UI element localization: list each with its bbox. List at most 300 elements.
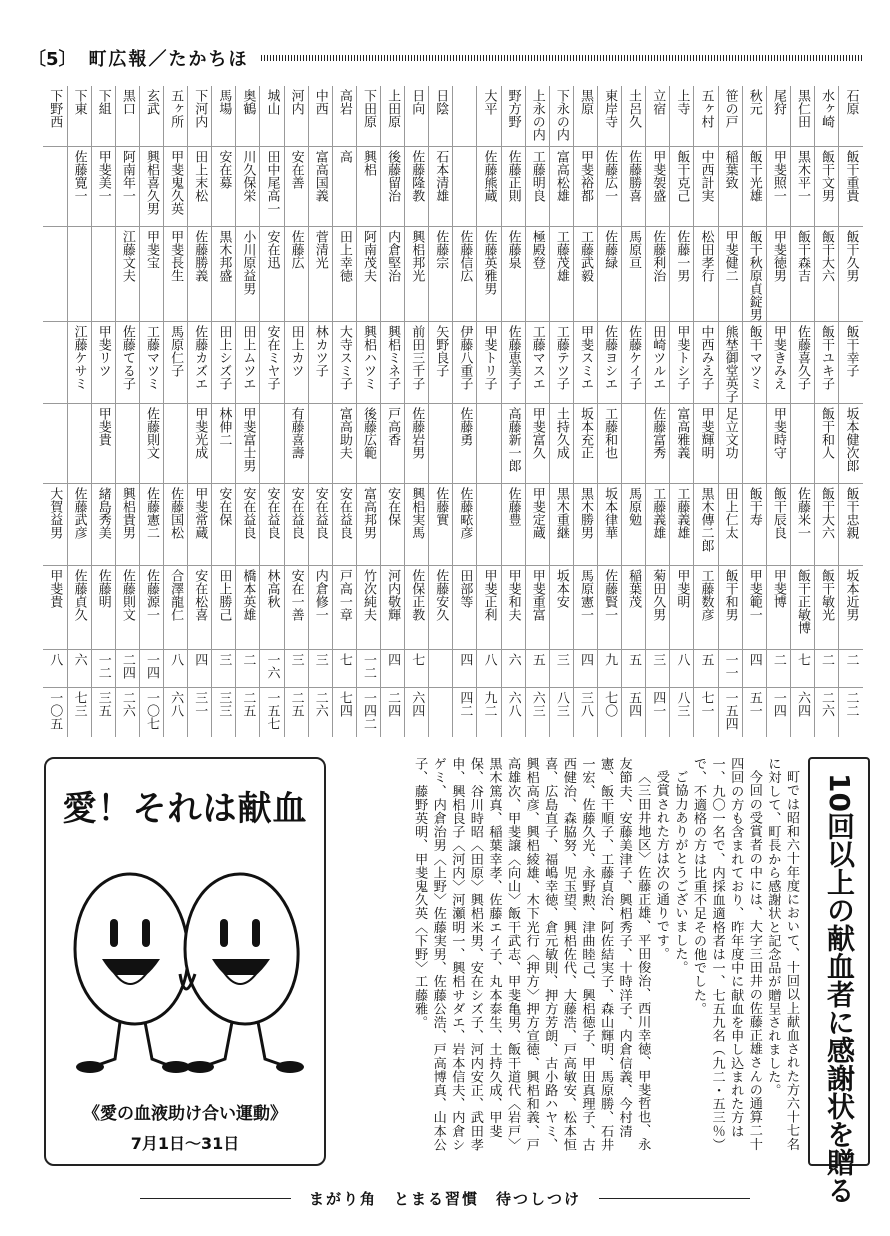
table-cell	[212, 687, 236, 737]
cell-text: 四	[457, 652, 473, 666]
table-cell	[164, 565, 188, 649]
cell-text: 工藤テツ子	[553, 324, 569, 390]
cell-text: 甲斐鬼久英	[168, 149, 184, 215]
cell-text: 黒口	[119, 89, 135, 115]
cell-text: 興梠実馬	[409, 486, 425, 539]
cell-text: 笹の戸	[722, 89, 738, 128]
table-cell	[598, 146, 622, 226]
table-cell	[525, 403, 549, 483]
table-cell	[815, 649, 839, 687]
table-cell	[815, 403, 839, 483]
cell-text: 佐藤則文	[143, 406, 159, 459]
table-cell	[236, 146, 260, 226]
cell-text: 玄武	[143, 89, 159, 115]
cell-text: 六	[505, 652, 521, 666]
table-cell	[477, 86, 501, 146]
cell-text: 工藤明良	[529, 149, 545, 202]
cell-text: 菊田久男	[650, 568, 666, 621]
cell-text: 内倉堅治	[385, 229, 401, 282]
cell-text: 飯干森吉	[794, 229, 810, 282]
cell-text: 甲斐貴	[95, 406, 111, 446]
table-cell	[356, 321, 380, 403]
table-cell	[260, 565, 284, 649]
cell-text: 興梠邦光	[409, 229, 425, 282]
cell-text: 八三	[553, 690, 569, 717]
table-cell	[790, 403, 814, 483]
table-cell	[694, 146, 718, 226]
table-cell	[308, 403, 332, 483]
cell-text: 富高雅義	[674, 406, 690, 459]
cell-text: 土呂久	[626, 89, 642, 128]
cell-text: 戸高一章	[336, 568, 352, 621]
cell-text: 六四	[794, 690, 810, 717]
table-cell	[453, 483, 477, 565]
table-cell	[501, 403, 525, 483]
table-cell	[115, 649, 139, 687]
cell-text: 田上勝己	[216, 568, 232, 621]
cell-text: 飯干克己	[674, 149, 690, 202]
cell-text: 河内	[288, 89, 304, 115]
cell-text: 八	[674, 652, 690, 666]
table-cell	[622, 565, 646, 649]
table-cell	[622, 146, 646, 226]
cell-text: 石本清雄	[433, 149, 449, 202]
table-cell	[332, 403, 356, 483]
cell-text: 上永の内	[529, 89, 545, 141]
cell-text: 甲斐常蔵	[192, 486, 208, 539]
table-row-holder-a	[43, 146, 863, 226]
table-cell	[525, 86, 549, 146]
cell-text: 興梠ミネ子	[385, 324, 401, 390]
table-cell	[212, 483, 236, 565]
cell-text: 二六	[819, 690, 835, 717]
table-cell	[91, 565, 115, 649]
table-cell	[694, 226, 718, 321]
ad-campaign-name: 《愛の血液助け合い運動》	[83, 1104, 287, 1124]
cell-text: 飯干文男	[819, 149, 835, 202]
table-cell	[139, 403, 163, 483]
cell-text: 五	[626, 652, 642, 666]
table-cell	[429, 146, 453, 226]
table-cell	[453, 649, 477, 687]
table-cell	[670, 687, 694, 737]
table-cell	[188, 86, 212, 146]
table-cell	[212, 86, 236, 146]
table-cell	[839, 86, 863, 146]
cell-text: 一一	[722, 652, 738, 679]
cell-text: 富高国義	[312, 149, 328, 202]
table-cell	[718, 687, 742, 737]
table-cell	[43, 649, 67, 687]
table-cell	[405, 687, 429, 737]
table-cell	[646, 483, 670, 565]
cell-text: 馬場	[216, 89, 232, 115]
table-row-total	[43, 687, 863, 737]
cell-text: 甲斐照一	[770, 149, 786, 202]
table-cell	[236, 226, 260, 321]
table-cell	[598, 687, 622, 737]
cell-text: 飯干大六	[819, 229, 835, 282]
table-cell	[815, 687, 839, 737]
table-cell	[332, 321, 356, 403]
cell-text: 興梠喜久男	[143, 149, 159, 215]
cell-text: 工藤マスエ	[529, 324, 545, 390]
cell-text: 佐藤則文	[119, 568, 135, 621]
cell-text: 安在迅	[264, 229, 280, 269]
cell-text: 三	[216, 652, 232, 666]
cell-text: 坂本健次郎	[843, 406, 859, 472]
table-cell	[188, 226, 212, 321]
table-cell	[332, 226, 356, 321]
cell-text: 緒島秀美	[95, 486, 111, 539]
table-cell	[790, 649, 814, 687]
cell-text: 佐藤ヨシエ	[602, 324, 618, 390]
cell-text: 甲斐徳男	[770, 229, 786, 282]
cell-text: 甲斐スミエ	[577, 324, 593, 390]
cell-text: 坂本律華	[602, 486, 618, 539]
cell-text: 富高松雄	[553, 149, 569, 202]
cell-text: 野方野	[505, 89, 521, 128]
table-cell	[405, 321, 429, 403]
table-cell	[573, 321, 597, 403]
page-footer	[140, 1188, 750, 1209]
cell-text: 合澤龍仁	[168, 568, 184, 621]
cell-text: 阿南年一	[119, 149, 135, 202]
cell-text: 甲斐美一	[95, 149, 111, 202]
cell-text: 佐藤カズエ	[192, 324, 208, 390]
table-cell	[67, 649, 91, 687]
table-cell	[525, 226, 549, 321]
cell-text: 甲斐輝明	[698, 406, 714, 459]
table-cell	[718, 565, 742, 649]
table-cell	[356, 146, 380, 226]
cell-text: 佐藤畩彦	[457, 486, 473, 539]
cell-text: 佐藤隆教	[409, 149, 425, 202]
cell-text: 下組	[95, 89, 111, 115]
cell-text: 佐藤賢一	[602, 568, 618, 621]
page-header	[28, 44, 863, 72]
table-cell	[742, 565, 766, 649]
article-title-box	[808, 757, 870, 1204]
table-cell	[236, 649, 260, 687]
table-cell	[356, 565, 380, 649]
table-cell	[164, 649, 188, 687]
table-cell	[477, 146, 501, 226]
cell-text: 甲斐定蔵	[529, 486, 545, 539]
table-cell	[381, 687, 405, 737]
cell-text: 馬原憲一	[577, 568, 593, 621]
table-cell	[284, 226, 308, 321]
table-cell	[742, 687, 766, 737]
cell-text: 小川原益男	[240, 229, 256, 295]
cell-text: 甲斐明	[674, 568, 690, 608]
cell-text: 林伸二	[216, 406, 232, 446]
table-cell	[790, 86, 814, 146]
cell-text: 馬原仁子	[168, 324, 184, 377]
table-cell	[694, 321, 718, 403]
table-cell	[405, 649, 429, 687]
cell-text: 佐藤武彦	[71, 486, 87, 539]
table-cell	[284, 86, 308, 146]
table-cell	[790, 483, 814, 565]
cell-text: 安在松喜	[192, 568, 208, 621]
table-cell	[477, 687, 501, 737]
cell-text: 佐藤勝義	[192, 229, 208, 282]
table-row-holder-f	[43, 565, 863, 649]
table-cell	[718, 321, 742, 403]
table-cell	[139, 483, 163, 565]
footer-rule-right	[599, 1198, 750, 1199]
cell-text: 一〇七	[143, 690, 159, 730]
cell-text: 工藤和也	[602, 406, 618, 459]
cell-text: 菅清光	[312, 229, 328, 269]
table-cell	[188, 146, 212, 226]
cell-text: 下東	[71, 89, 87, 115]
table-cell	[139, 687, 163, 737]
cell-text: 飯干敏光	[819, 568, 835, 621]
cell-text: 田上末松	[192, 149, 208, 202]
table-cell	[115, 321, 139, 403]
cell-text: 甲斐裕都	[577, 149, 593, 202]
article-paragraph: 今回の受賞者の中には、大字三田井の佐藤正雄さんの通算二十四回の方も含まれており、昨年度中に献血を申し込まれた方は一、九〇一名で、内採血適格者は一、七五九名（九二・五三％）で、不適格の方は比重不足その他でした。	[691, 757, 762, 1152]
table-cell	[356, 687, 380, 737]
cell-text: 馬原勉	[626, 486, 642, 526]
table-cell	[260, 321, 284, 403]
table-cell	[646, 86, 670, 146]
table-cell	[742, 483, 766, 565]
cell-text: 川久保栄	[240, 149, 256, 202]
table-cell	[188, 687, 212, 737]
cell-text: 田上シズ子	[216, 324, 232, 390]
table-cell	[501, 321, 525, 403]
cell-text: 甲斐長生	[168, 229, 184, 282]
table-cell	[815, 86, 839, 146]
table-cell	[766, 565, 790, 649]
table-cell	[453, 146, 477, 226]
table-cell	[453, 687, 477, 737]
table-cell	[429, 649, 453, 687]
table-cell	[308, 86, 332, 146]
table-cell	[573, 226, 597, 321]
cell-text: 四	[385, 652, 401, 666]
table-cell	[115, 483, 139, 565]
footer-rule-left	[140, 1198, 291, 1199]
cell-text: 六八	[505, 690, 521, 717]
table-cell	[742, 86, 766, 146]
table-cell	[598, 226, 622, 321]
table-cell	[742, 649, 766, 687]
article-paragraph: 受賞された方は次の通りです。	[653, 770, 669, 961]
table-cell	[381, 321, 405, 403]
cell-text: 四一	[650, 690, 666, 717]
table-cell	[43, 565, 67, 649]
cell-text: 秋元	[746, 89, 762, 115]
cell-text: 佐藤泉	[505, 229, 521, 269]
cell-text: 工藤数彦	[698, 568, 714, 621]
table-cell	[646, 403, 670, 483]
table-cell	[815, 226, 839, 321]
table-cell	[139, 226, 163, 321]
cell-text: 甲斐富久	[529, 406, 545, 459]
cell-text: 河内敬輝	[385, 568, 401, 621]
table-cell	[381, 403, 405, 483]
cell-text: 二	[240, 652, 256, 666]
table-cell	[766, 403, 790, 483]
cell-text: 三	[312, 652, 328, 666]
table-cell	[622, 483, 646, 565]
cell-text: 七三	[71, 690, 87, 717]
table-cell	[501, 483, 525, 565]
table-cell	[139, 565, 163, 649]
table-cell	[212, 226, 236, 321]
table-cell	[67, 146, 91, 226]
table-cell	[766, 86, 790, 146]
table-cell	[115, 403, 139, 483]
cell-text: 七	[794, 652, 810, 666]
cell-text: 七	[336, 652, 352, 666]
table-cell	[839, 226, 863, 321]
cell-text: 二四	[385, 690, 401, 717]
cell-text: 佐藤米一	[794, 486, 810, 539]
cell-text: 石原	[843, 89, 859, 115]
cell-text: 佐藤熊蔵	[481, 149, 497, 202]
cell-text: 工藤武毅	[577, 229, 593, 282]
cell-text: 飯干和男	[722, 568, 738, 621]
cell-text: 二	[843, 652, 859, 666]
table-cell	[43, 483, 67, 565]
cell-text: 一六	[264, 652, 280, 679]
cell-text: 飯干光雄	[746, 149, 762, 202]
table-cell	[573, 146, 597, 226]
cell-text: 飯干重貴	[843, 149, 859, 202]
table-cell	[477, 403, 501, 483]
cell-text: 稲葉致	[722, 149, 738, 189]
cell-text: 甲斐和夫	[505, 568, 521, 621]
cell-text: 安在益良	[288, 486, 304, 539]
table-cell	[839, 649, 863, 687]
table-cell	[573, 86, 597, 146]
cell-text: 下田原	[360, 89, 376, 128]
table-cell	[694, 86, 718, 146]
table-cell	[742, 146, 766, 226]
cell-text: 黒木傳二郎	[698, 486, 714, 552]
cell-text: 一二	[95, 652, 111, 679]
table-cell	[646, 146, 670, 226]
table-cell	[284, 687, 308, 737]
table-cell	[405, 565, 429, 649]
ad-headline: 愛！それは献血	[62, 789, 308, 829]
table-cell	[429, 226, 453, 321]
table-cell	[839, 687, 863, 737]
ad-campaign-dates: 7月1日〜31日	[130, 1134, 240, 1153]
table-cell	[501, 649, 525, 687]
cell-text: 一五四	[722, 690, 738, 730]
table-cell	[356, 86, 380, 146]
table-cell	[188, 649, 212, 687]
table-cell	[622, 687, 646, 737]
newsletter-title: 町広報／たかちほ	[88, 49, 249, 70]
table-cell	[332, 649, 356, 687]
cell-text: 富高助夫	[336, 406, 352, 459]
table-cell	[429, 403, 453, 483]
table-cell	[91, 146, 115, 226]
table-cell	[453, 565, 477, 649]
cell-text: 甲斐トリ子	[481, 324, 497, 390]
cell-text: 八	[47, 652, 63, 666]
table-cell	[164, 483, 188, 565]
table-cell	[525, 321, 549, 403]
cell-text: 内倉修一	[312, 568, 328, 621]
cell-text: 橋本英雄	[240, 568, 256, 621]
table-cell	[670, 483, 694, 565]
table-cell	[766, 483, 790, 565]
table-cell	[790, 565, 814, 649]
cell-text: 安在益良	[336, 486, 352, 539]
table-cell	[790, 226, 814, 321]
cell-text: 戸高香	[385, 406, 401, 446]
table-cell	[236, 86, 260, 146]
table-cell	[260, 649, 284, 687]
cell-text: 興梠貴男	[119, 486, 135, 539]
cell-text: 前田三千子	[409, 324, 425, 390]
cell-text: 大寺スミ子	[336, 324, 352, 390]
table-cell	[790, 687, 814, 737]
table-cell	[164, 321, 188, 403]
blood-drop-mascots-illustration	[60, 834, 310, 1084]
cell-text: 坂本近男	[843, 568, 859, 621]
article-paragraph: 町では昭和六十年度において、十回以上献血された方六十七名に対して、町長から感謝状と記念品が贈呈されました。	[765, 757, 799, 1151]
cell-text: 黒木勝男	[577, 486, 593, 539]
table-cell	[308, 565, 332, 649]
table-cell	[429, 483, 453, 565]
cell-text: 飯干幸子	[843, 324, 859, 377]
cell-text: 佐藤實	[433, 486, 449, 526]
table-cell	[815, 321, 839, 403]
blood-donation-ad	[44, 757, 326, 1166]
cell-text: 六八	[168, 690, 184, 717]
table-cell	[43, 403, 67, 483]
table-cell	[43, 86, 67, 146]
cell-text: 三	[650, 652, 666, 666]
cell-text: 佐藤安久	[433, 568, 449, 621]
table-cell	[477, 226, 501, 321]
table-cell	[212, 146, 236, 226]
cell-text: 一〇五	[47, 690, 63, 730]
table-cell	[718, 86, 742, 146]
table-cell	[332, 146, 356, 226]
footer-slogan: まがり角 とまる習慣 待つしつけ	[309, 1190, 582, 1208]
table-cell	[742, 321, 766, 403]
cell-text: 安在一善	[288, 568, 304, 621]
table-cell	[622, 649, 646, 687]
cell-text: 中西計実	[698, 149, 714, 202]
cell-text: 飯干マツミ	[746, 324, 762, 390]
cell-text: 東岸寺	[602, 89, 618, 128]
table-cell	[67, 483, 91, 565]
table-cell	[115, 226, 139, 321]
table-cell	[670, 649, 694, 687]
table-cell	[573, 687, 597, 737]
table-cell	[308, 146, 332, 226]
table-cell	[646, 649, 670, 687]
table-cell	[43, 226, 67, 321]
table-cell	[284, 146, 308, 226]
table-cell	[670, 565, 694, 649]
table-cell	[525, 649, 549, 687]
table-cell	[260, 403, 284, 483]
cell-text: 七四	[336, 690, 352, 717]
table-cell	[815, 565, 839, 649]
